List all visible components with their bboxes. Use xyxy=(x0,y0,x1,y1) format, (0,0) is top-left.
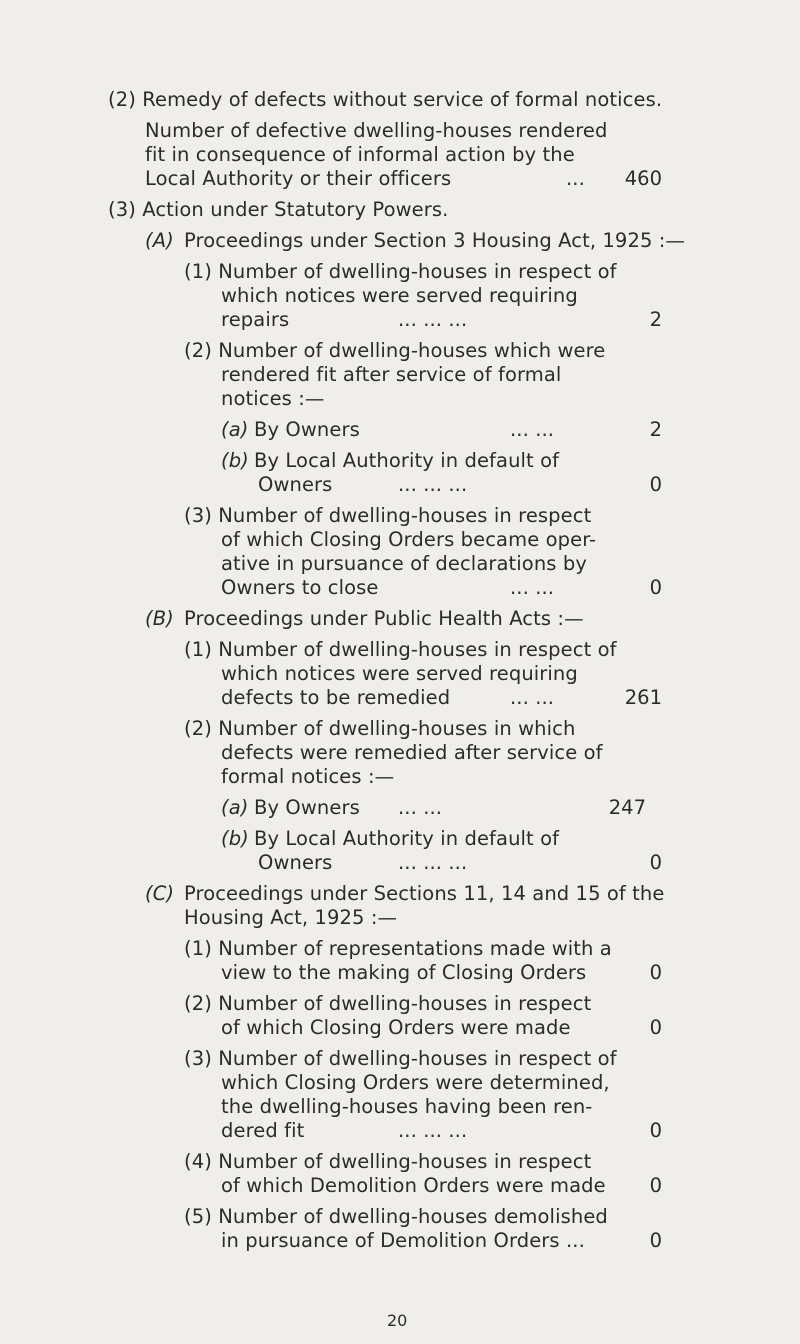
subsection-b-heading: Proceedings under Public Health Acts :— xyxy=(184,607,584,630)
subsection-c-label: (C) xyxy=(145,882,175,905)
leader-dots: ... ... xyxy=(510,418,555,441)
leader-dots: ... ... xyxy=(510,576,555,599)
leader-dots: ... ... xyxy=(510,686,555,709)
item-line: (5) Number of dwelling-houses demolished xyxy=(184,1205,608,1228)
item-line: defects to be remedied xyxy=(221,686,451,709)
subsection-a-label: (A) xyxy=(145,229,174,252)
sub-item-text: By Local Authority in default of xyxy=(254,449,560,472)
leader-dots: ... ... ... xyxy=(398,1119,468,1142)
section-2-body-line: Local Authority or their officers xyxy=(145,167,452,190)
item-line: Owners to close xyxy=(221,576,379,599)
item-line: (3) Number of dwelling-houses in respect of xyxy=(184,1047,617,1070)
item-value: 0 xyxy=(649,1229,662,1252)
item-line: (3) Number of dwelling-houses in respect xyxy=(184,504,592,527)
item-line: formal notices :— xyxy=(221,765,395,788)
item-line: of which Demolition Orders were made xyxy=(221,1174,606,1197)
item-line: (2) Number of dwelling-houses which were xyxy=(184,339,606,362)
subsection-c-heading: Proceedings under Sections 11, 14 and 15 of the xyxy=(184,882,665,905)
sub-item-value: 2 xyxy=(649,418,662,441)
sub-item-value: 0 xyxy=(649,851,662,874)
item-line: of which Closing Orders became oper- xyxy=(221,528,597,551)
sub-item-text: Owners xyxy=(258,473,333,496)
leader-dots: ... xyxy=(566,167,585,190)
section-2-heading: (2) Remedy of defects without service of formal notices. xyxy=(108,88,663,111)
leader-dots: ... xyxy=(566,1229,585,1252)
sub-item-text: By Owners xyxy=(254,796,360,819)
leader-dots: ... ... xyxy=(398,796,443,819)
item-line: defects were remedied after service of xyxy=(221,741,603,764)
section-2-body-line: Number of defective dwelling-houses rendered xyxy=(145,119,608,142)
item-line: (2) Number of dwelling-houses in which xyxy=(184,717,576,740)
item-line: which notices were served requiring xyxy=(221,662,578,685)
item-value: 2 xyxy=(649,308,662,331)
item-value: 261 xyxy=(624,686,662,709)
subsection-c-heading-cont: Housing Act, 1925 :— xyxy=(184,906,398,929)
sub-item-value: 247 xyxy=(608,796,646,819)
section-2-body-line: fit in consequence of informal action by the xyxy=(145,143,575,166)
section-2-value: 460 xyxy=(624,167,662,190)
item-value: 0 xyxy=(649,1174,662,1197)
item-line: (4) Number of dwelling-houses in respect xyxy=(184,1150,592,1173)
sub-item-value: 0 xyxy=(649,473,662,496)
leader-dots: ... ... ... xyxy=(398,851,468,874)
item-line: rendered fit after service of formal xyxy=(221,363,562,386)
subsection-a-heading: Proceedings under Section 3 Housing Act, 1925 :— xyxy=(184,229,686,252)
item-line: in pursuance of Demolition Orders xyxy=(221,1229,560,1252)
sub-item-label: (b) xyxy=(221,827,249,850)
leader-dots: ... ... ... xyxy=(398,308,468,331)
item-value: 0 xyxy=(649,961,662,984)
item-value: 0 xyxy=(649,576,662,599)
sub-item-label: (a) xyxy=(221,418,249,441)
item-line: view to the making of Closing Orders xyxy=(221,961,587,984)
subsection-b-label: (B) xyxy=(145,607,174,630)
item-line: of which Closing Orders were made xyxy=(221,1016,571,1039)
item-value: 0 xyxy=(649,1119,662,1142)
sub-item-label: (b) xyxy=(221,449,249,472)
item-line: (1) Number of representations made with a xyxy=(184,937,612,960)
item-line: ative in pursuance of declarations by xyxy=(221,552,587,575)
section-3-heading: (3) Action under Statutory Powers. xyxy=(108,198,449,221)
item-line: dered fit xyxy=(221,1119,305,1142)
sub-item-text: Owners xyxy=(258,851,333,874)
item-line: repairs xyxy=(221,308,290,331)
item-line: which notices were served requiring xyxy=(221,284,578,307)
sub-item-label: (a) xyxy=(221,796,249,819)
page-number: 20 xyxy=(387,1311,408,1330)
item-line: (1) Number of dwelling-houses in respect of xyxy=(184,638,617,661)
sub-item-text: By Local Authority in default of xyxy=(254,827,560,850)
item-line: notices :— xyxy=(221,387,325,410)
item-value: 0 xyxy=(649,1016,662,1039)
leader-dots: ... ... ... xyxy=(398,473,468,496)
item-line: the dwelling-houses having been ren- xyxy=(221,1095,593,1118)
item-line: (1) Number of dwelling-houses in respect of xyxy=(184,260,617,283)
sub-item-text: By Owners xyxy=(254,418,360,441)
item-line: (2) Number of dwelling-houses in respect xyxy=(184,992,592,1015)
item-line: which Closing Orders were determined, xyxy=(221,1071,610,1094)
